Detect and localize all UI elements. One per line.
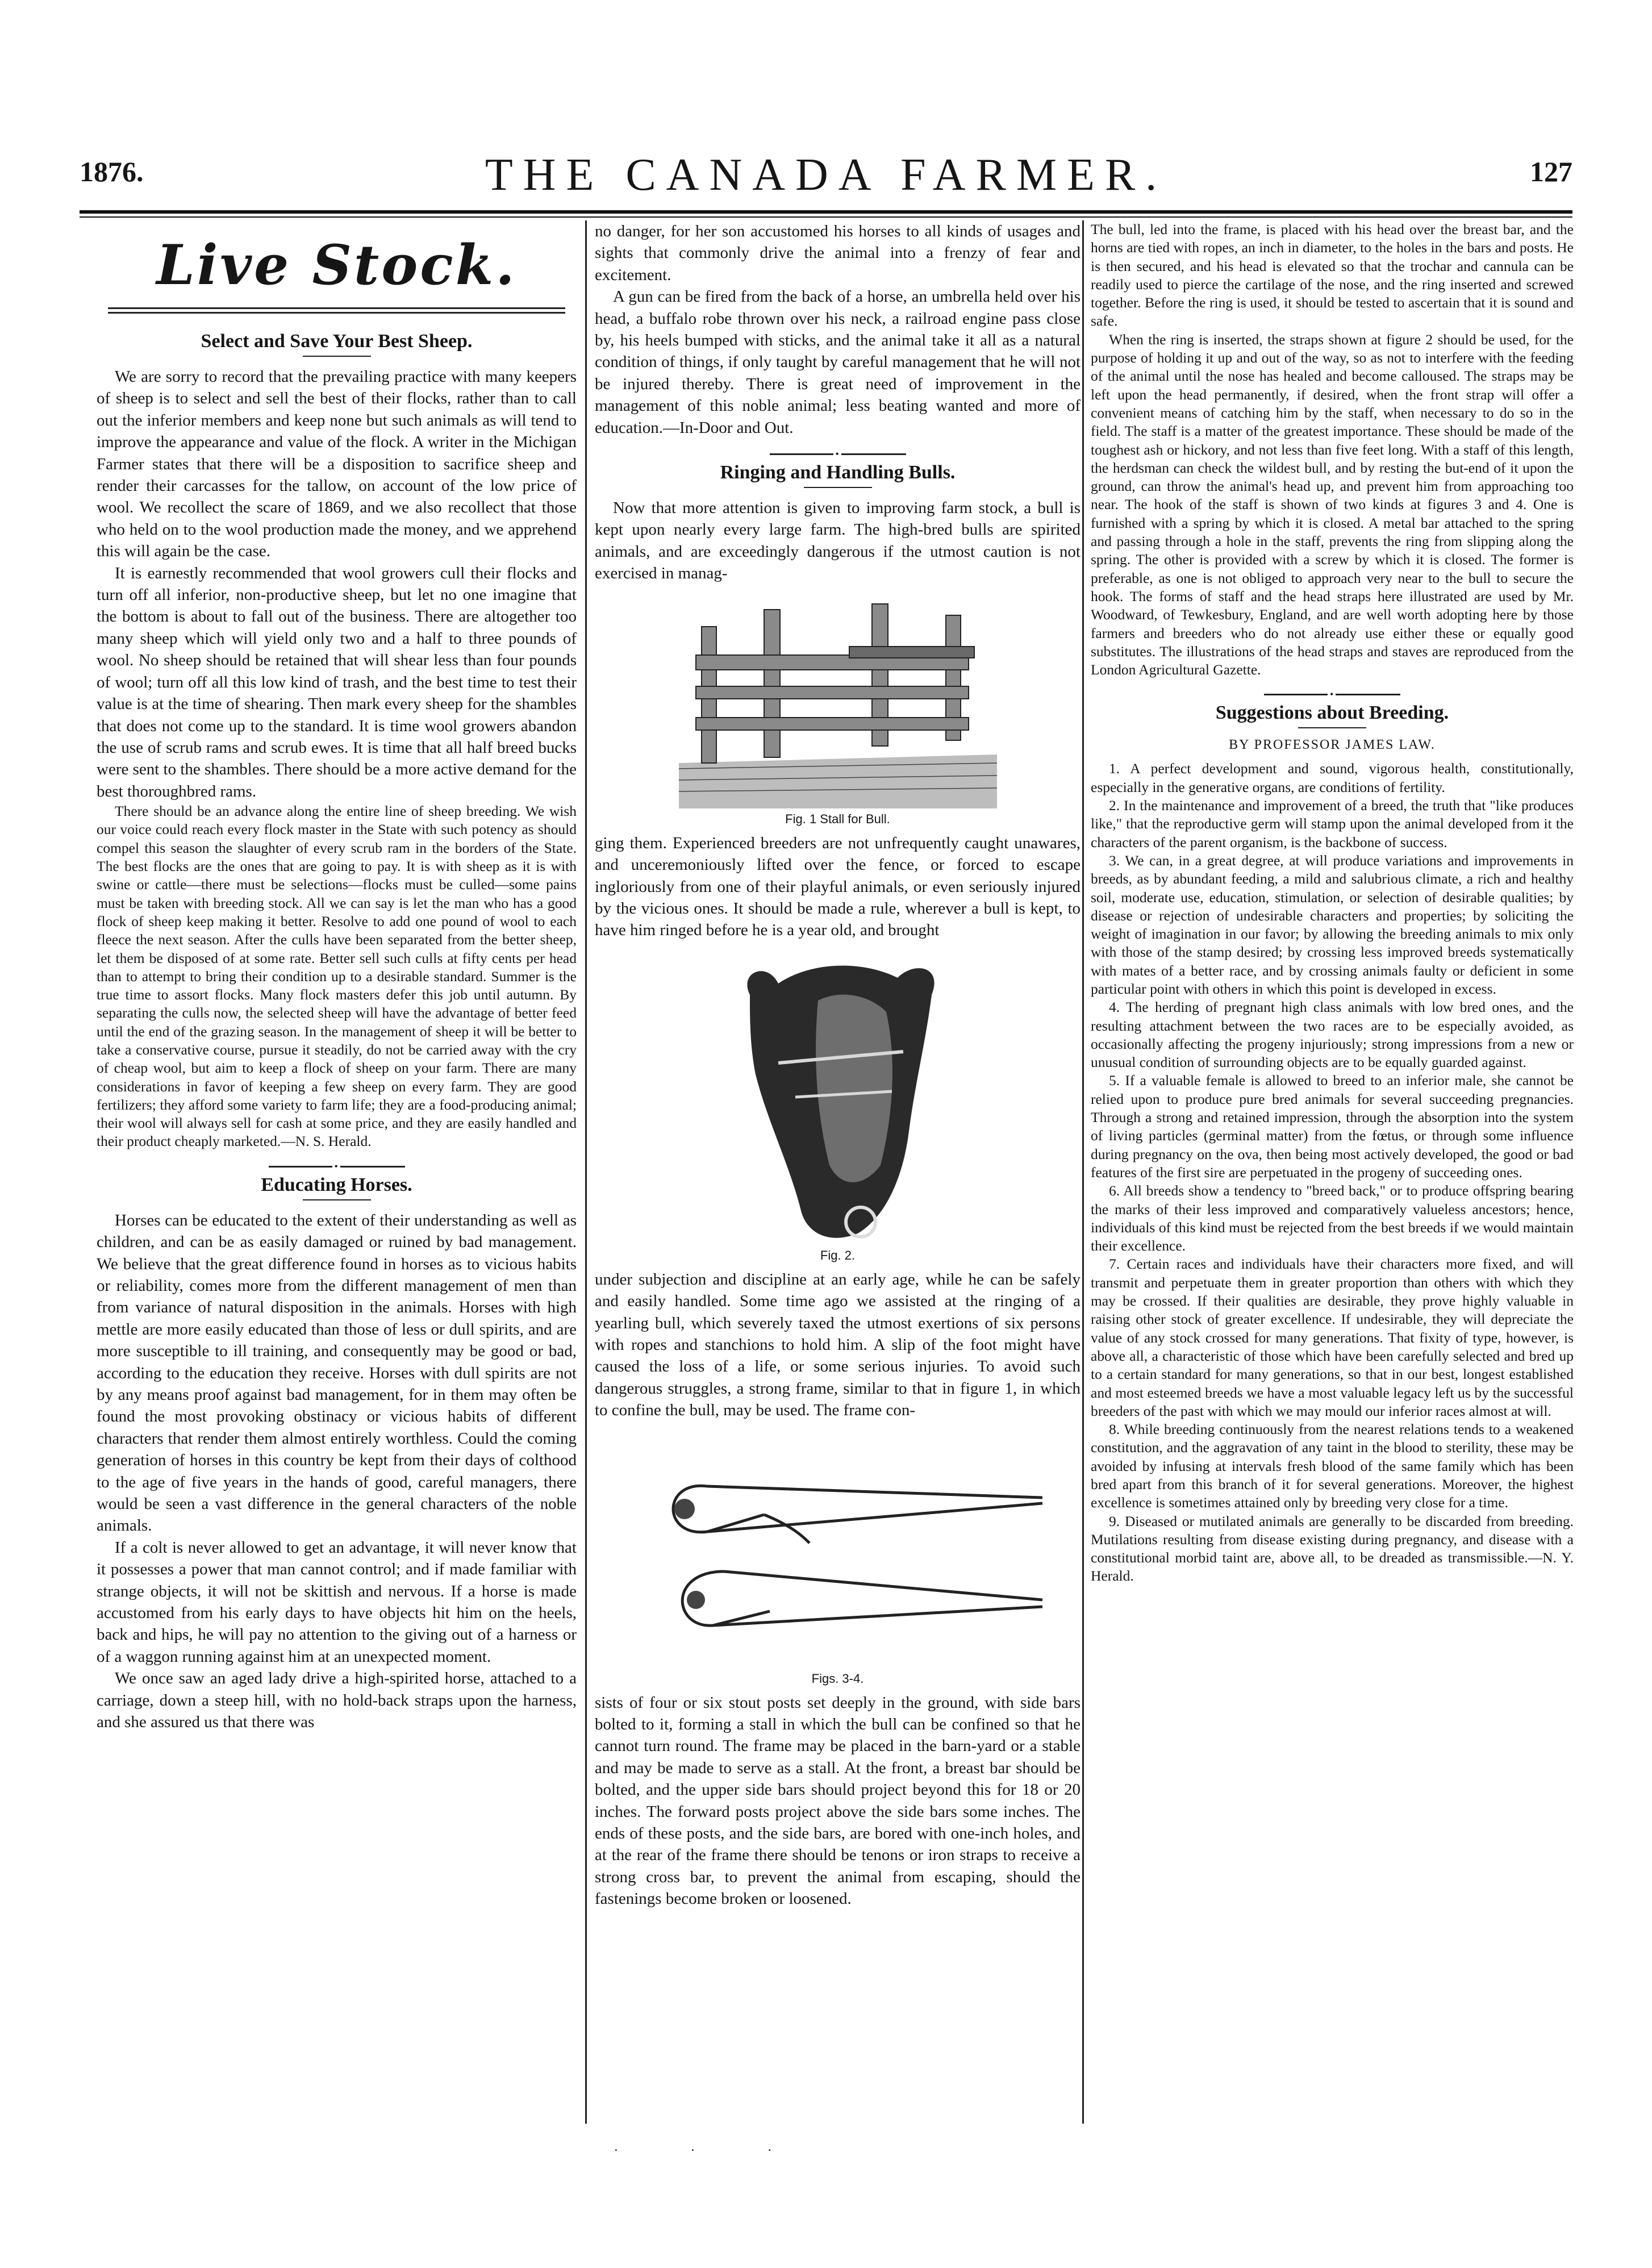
figure-caption: Fig. 2. [820, 1248, 856, 1262]
paragraph: sists of four or six stout posts set deeply in the ground, with side bars bolted to it, forming a stall in which the bull can be confined so that he cannot turn round. The frame may be placed in the barn-yard or a stable and may be made to serve as a stall. At the front, a breast bar should be bolted, and the upper side bars should project beyond this for 18 or 20 inches. The forward posts project above the side bars some inches. The ends of these posts, and the side bars, are bored with one-inch holes, and at the rear of the frame there should be tenons or iron straps to receive a strong cross bar, to prevent the animal from escaping, should the fastenings become broken or loosened. [595, 1693, 1081, 1908]
figure-caption: Figs. 3-4. [811, 1671, 864, 1686]
article-separator: • [269, 1166, 405, 1168]
paragraph: 4. The herding of pregnant high class animals with low bred ones, and the resulting attachment between the two races are to be especially avoided, as occasionally affecting the progeny injuriously; strong impressions from a new or unusual condition of surrounding objects are to be equally guarded against. [1091, 999, 1574, 1071]
paragraph: 2. In the maintenance and improvement of a breed, the truth that "like produces like," that the reproductive germ will stamp upon the animal developed from it the characters of the parent organism, is the backbone of success. [1091, 797, 1574, 850]
bull-head-illustration [716, 949, 960, 1245]
page-number: 127 [1530, 156, 1572, 187]
section-title: Live Stock. [156, 233, 517, 297]
newspaper-title: THE CANADA FARMER. [485, 150, 1167, 200]
bull-staff-illustration [622, 1429, 1054, 1668]
column-1 [97, 220, 577, 2129]
paragraph: A gun can be fired from the back of a horse, an umbrella held over his head, a buffalo robe thrown over his neck, a railroad engine pass close by, his heels bumped with sticks, and the animal take it all as a natural condition of things, if only taught by careful management that he will not be injured thereby. There is great need of improvement in the management of this noble animal; less beating wanted and more of education.—In-Door and Out. [595, 287, 1081, 437]
paragraph: It is earnestly recommended that wool growers cull their flocks and turn off all inferior, non-productive sheep, but let no one imagine that the bottom is about to fall out of the business. There are altogether too many sheep which will yield only two and a half to three pounds of wool. No sheep should be retained that will shear less than four pounds of wool; turn off all this low kind of trash, and the best time to test their value is at the time of shearing. Then mark every sheep for the shambles that does not come up to the standard. It is time wool growers abandon the use of scrub rams and scrub ewes. It is time that all half breed bucks were sent to the shambles. There should be a more active demand for the best thoroughbred rams. [97, 564, 577, 801]
paragraph: under subjection and discipline at an early age, while he can be safely and easily handled. Some time ago we assisted at the ringing of a yearling bull, which severely taxed the utmost exertions of six persons with ropes and stanchions to hold him. A slip of the foot might have caused the loss of a life, or some serious injuries. To avoid such dangerous struggles, a strong frame, similar to that in figure 1, in which to confine the bull, may be used. The frame con- [595, 1270, 1081, 1420]
column-2 [595, 220, 1081, 2129]
paragraph: 7. Certain races and individuals have their characters more fixed, and will transmit and perpetuate them in greater proportion than others with which they may be crossed. If their qualities are desirable, they prove highly valuable in raising other stock of greater excellence. If undesirable, they will depreciate the value of any stock crossed for many generations. That fixity of type, however, is above all, a characteristic of those which have been carefully selected and bred up to a certain standard for many generations, so that in our best, longest established and most esteemed breeds we have a most valuable legacy left us by the successful breeders of the past with which we may mould our inferior races almost at will. [1091, 1256, 1574, 1419]
paragraph: Now that more attention is given to improving farm stock, a bull is kept upon nearly every large farm. The high-bred bulls are spirited animals, and are exceedingly dangerous if the utmost caution is not exercised in manag- [595, 499, 1081, 583]
article-separator: • [770, 453, 906, 455]
masthead [80, 145, 1572, 213]
article-horses [97, 1174, 577, 1733]
paragraph: Horses can be educated to the extent of their understanding as well as children, and can be as easily damaged or ruined by bad management. We believe that the great difference found in horses as to vicious habits or reliability, comes more from the different management of men than from variance of natural disposition in the animals. Horses with high mettle are more easily educated than those of less or dull spirits, and are more susceptible to ill training, and consequently may be good or bad, according to the education they receive. Horses with dull spirits are not by any means proof against bad management, for in them may often be found the most provoking obstinacy or vicious habits of different characters that render them almost entirely worthless. Could the coming generation of horses in this country be kept from their days of colthood to the age of five years in the hands of good, careful managers, there would be seen a vast difference in the general characters of the noble animals. [97, 1211, 577, 1535]
figure-bull-head [595, 949, 1081, 1263]
article-separator: • [1264, 694, 1400, 695]
figure-staves [595, 1429, 1081, 1686]
column-divider [585, 220, 587, 2124]
section-rule [108, 307, 565, 314]
print-specks: · · · [614, 2142, 806, 2158]
paragraph: When the ring is inserted, the straps shown at figure 2 should be used, for the purpose of holding it up and out of the way, so as not to interfere with the feeding of the animal until the nose has healed and become calloused. The straps may be left upon the head permanently, if desired, when the front strap will offer a convenient means of catching him by the staff, when necessary to do so in the field. The staff is a matter of the greatest importance. These should be made of the toughest ash or hickory, and not less than five feet long. With a staff of this length, the herdsman can check the wildest bull, and by resting the but-end of it upon the ground, can throw the animal's head up, and prevent him from approaching too near. The hook of the staff is shown of two kinds at figures 3 and 4. One is furnished with a spring by which it is closed. A metal bar attached to the spring and passing through a hole in the staff, prevents the ring from slipping along the spring. The other is provided with a screw by which it is closed. The former is preferable, as one is not obliged to approach very near to the bull to secure the hook. The forms of staff and the head straps here illustrated are used by Mr. Woodward, of Tewkesbury, England, and are well worth adopting here by those farmers and breeders who do not already use either these or equally good substitutes. The illustrations of the head straps and staves are reproduced from the London Agricultural Gazette. [1091, 331, 1574, 678]
figure-caption: Fig. 1 Stall for Bull. [785, 811, 890, 826]
article-title: Select and Save Your Best Sheep. [201, 331, 473, 352]
paragraph: The bull, led into the frame, is placed with his head over the breast bar, and the horns are tied with ropes, an inch in diameter, to the holes in the bars and posts. He is then secured, and his head is elevated so that the trochar and cannula can be readily used to pierce the cartilage of the nose, and the ring inserted and screwed together. Before the ring is used, it should be tested to ascertain that it is sound and safe. [1091, 221, 1574, 330]
byline: BY PROFESSOR JAMES LAW. [1229, 737, 1436, 753]
paragraph: 5. If a valuable female is allowed to breed to an inferior male, she cannot be relied upon to produce pure bred animals for several succeeding pregnancies. Through a strong and retained impression, through the absorption into the system of living particles (germinal matter) from the fœtus, or through some influence during pregnancy on the ova, then being most actively developed, the good or bad features of the first sire are perpetuated in the progeny of succeeding ones. [1091, 1072, 1574, 1181]
article-title: Educating Horses. [261, 1174, 412, 1195]
paragraph: 6. All breeds show a tendency to "breed back," or to produce offspring bearing the marks of their less improved and comparatively valueless ancestors; hence, individuals of this kind must be rejected from the best breeds if we would maintain their excellence. [1091, 1182, 1574, 1254]
paragraph: We are sorry to record that the prevailing practice with many keepers of sheep is to select and sell the best of their flocks, rather than to call out the inferior members and keep none but such animals as will tend to improve the appearance and value of the flock. A writer in the Michigan Farmer states that there will be a disposition to sacrifice sheep and render their carcasses for the tallow, on account of the low price of wool. We recollect the scare of 1869, and we also recollect that those who held on to the wool production made the money, and we apprehend this will again be the case. [97, 368, 577, 561]
paragraph: no danger, for her son accustomed his horses to all kinds of usages and sights that commonly drive the animal into a frenzy of fear and excitement. [595, 222, 1081, 284]
article-sheep [97, 331, 577, 1151]
title-rule [303, 356, 371, 357]
paragraph: If a colt is never allowed to get an advantage, it will never know that it possesses a power that man cannot control; and if made familiar with strange objects, it will not be skittish and nervous. If a horse is made accustomed from his early days to have objects hit him on the heels, back and hips, he will pay no attention to the giving out of a harness or of a waggon running against him at an unexpected moment. [97, 1538, 577, 1666]
issue-year: 1876. [80, 156, 144, 187]
stall-illustration [679, 593, 997, 808]
masthead-rule [80, 210, 1572, 218]
title-rule [804, 487, 872, 488]
column-3 [1091, 220, 1574, 2129]
paragraph: ging them. Experienced breeders are not unfrequently caught unawares, and unceremoniously lifted over the fence, or forced to escape ingloriously from one of their playful animals, or even seriously injured by the vicious ones. It should be made a rule, wherever a bull is kept, to have him ringed before he is a year old, and brought [595, 833, 1081, 940]
article-bulls [595, 462, 1081, 1910]
paragraph: 3. We can, in a great degree, at will produce variations and improvements in breeds, as by abundant feeding, a mild and salubrious climate, a rich and healthy soil, moderate use, education, stimulation, or selection of desirable qualities; by disease or rejection of undesirable characters and properties; by soliciting the weight of imagination in our favor; by allowing the breeding animals to mix only with those of the stamp desired; by crossing less improved breeds systematically with mates of a better race, and by crossing animals faulty or deficient in some particular point with others in which this point is developed in excess. [1091, 852, 1574, 997]
figure-stall [595, 593, 1081, 827]
title-rule [1298, 727, 1366, 728]
article-title: Ringing and Handling Bulls. [720, 462, 956, 483]
paragraph: We once saw an aged lady drive a high-spirited horse, attached to a carriage, down a steep hill, with no hold-back straps upon the harness, and she assured us that there was [97, 1669, 577, 1732]
paragraph: 8. While breeding continuously from the nearest relations tends to a weakened constitution, and the aggravation of any taint in the blood to sterility, these may be avoided by infusing at intervals fresh blood of the same family which has been bred apart from this branch of it for several generations. Moreover, the highest excellence is sometimes attained only by breeding very close for a time. [1091, 1421, 1574, 1511]
paragraph: There should be an advance along the entire line of sheep breeding. We wish our voice could reach every flock master in the State with such potency as should compel this season the slaughter of every scrub ram in the borders of the State. The best flocks are the ones that are going to pay. It is with sheep as it is with swine or cattle—there must be selections—flocks must be culled—some pains must be taken with breeding stock. All we can say is let the man who has a good flock of sheep keep making it better. Resolve to add one pound of wool to each fleece the next season. After the culls have been separated from the better sheep, let them be disposed of at some rate. Better sell such culls at fifty cents per head than to attempt to bring their condition up to a desirable standard. Summer is the true time to assort flocks. Many flock masters defer this job until autumn. By separating the culls now, the selected sheep will have the advantage of better feed until the end of the grazing season. In the management of sheep it will be better to take a conservative course, pursue it steadily, do not be carried away with the cry of cheap wool, but aim to keep a flock of sheep on your farm. There are many considerations in favor of keeping a few sheep on every farm. They are good fertilizers; they afford some variety to farm life; they are a food-producing animal; their wool will always sell for cash at some price, and they are easily handled and their product cheaply marketed.—N. S. Herald. [97, 803, 577, 1150]
title-rule [303, 1199, 371, 1200]
paragraph: 1. A perfect development and sound, vigorous health, constitutionally, especially in the generative organs, are conditions of fertility. [1091, 760, 1574, 795]
article-title: Suggestions about Breeding. [1215, 702, 1449, 724]
paragraph: 9. Diseased or mutilated animals are generally to be discarded from breeding. Mutilations resulting from disease existing during pregnancy, and disease with a constitutional morbid taint are, above all, to be dreaded as transmissible.—N. Y. Herald. [1091, 1512, 1574, 1585]
column-divider [1082, 220, 1084, 2124]
article-breeding [1091, 702, 1574, 1585]
